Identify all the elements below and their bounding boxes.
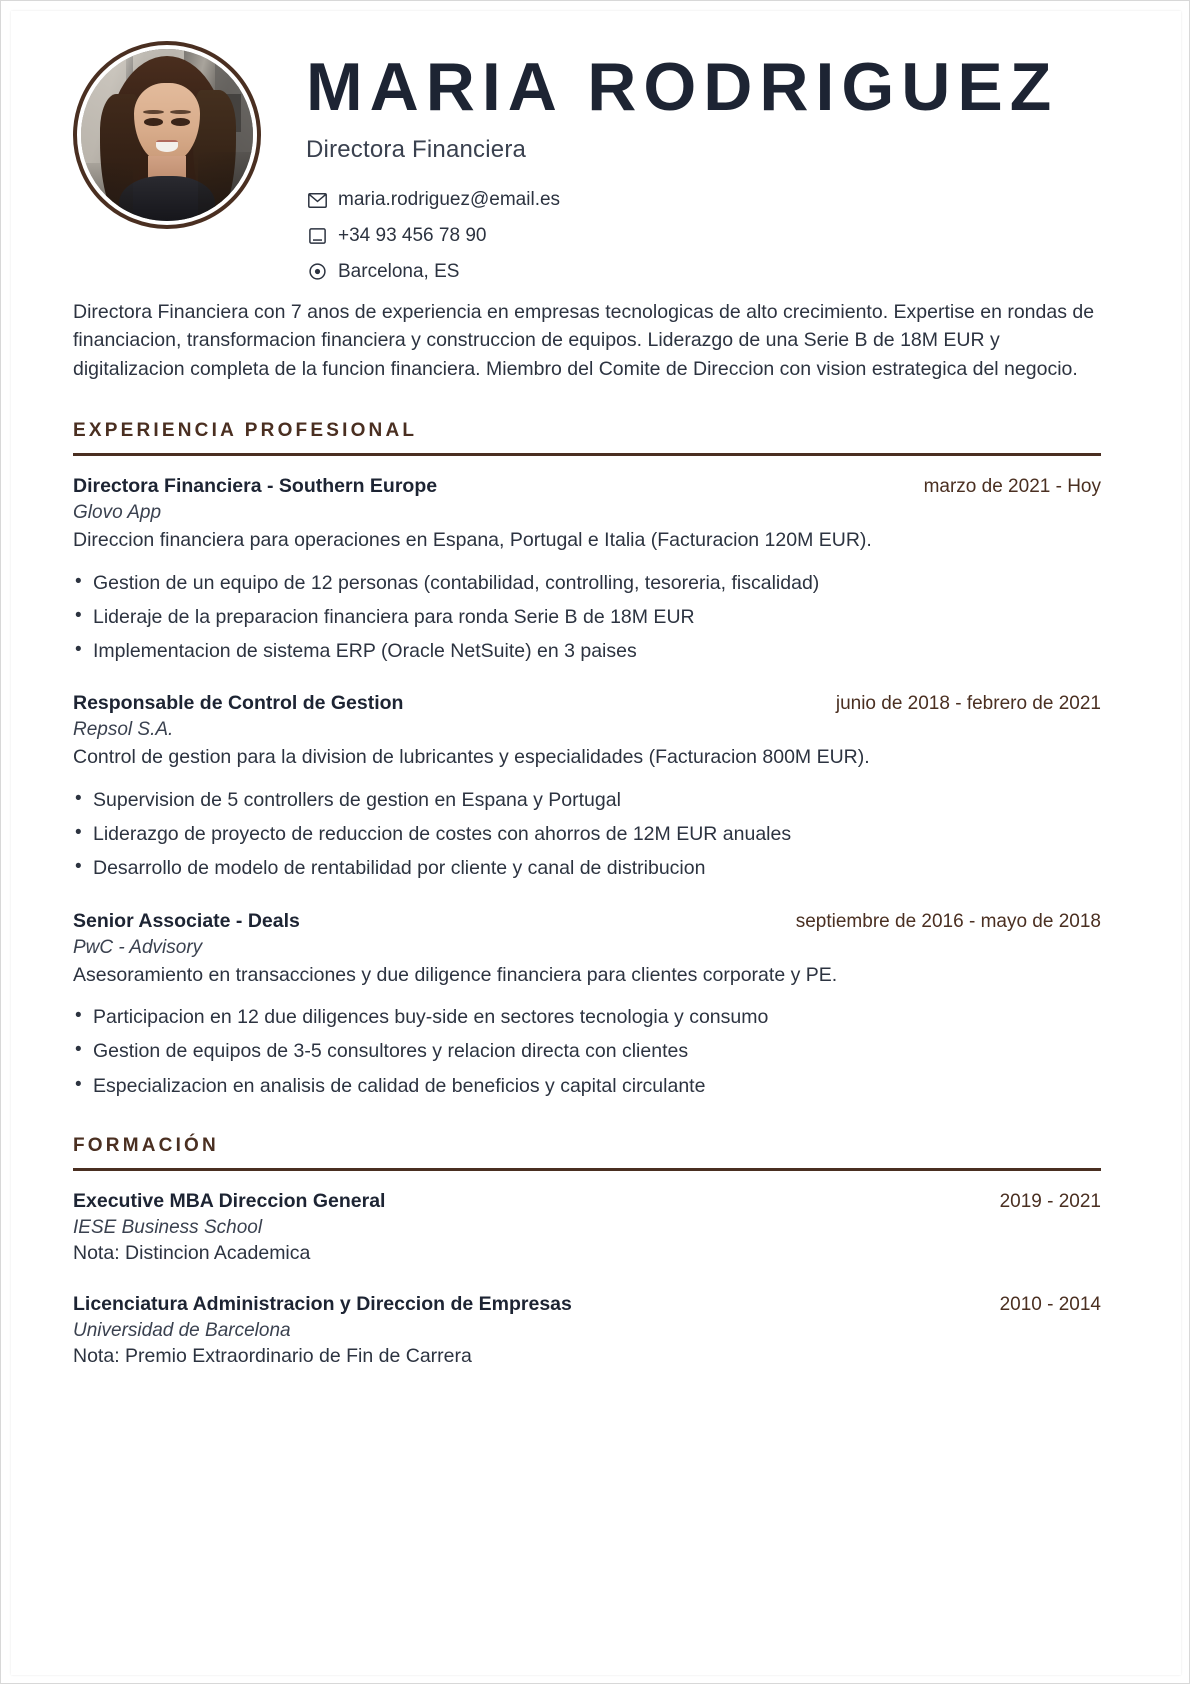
location-pin-icon [306, 263, 328, 281]
experience-description: Control de gestion para la division de lubricantes y especialidades (Facturacion 800M EUR). [73, 746, 870, 769]
experience-entry [73, 475, 1101, 664]
list-item: • Lideraje de la preparacion financiera para ronda Serie B de 18M EUR [73, 604, 1101, 630]
profile-photo-icon [81, 49, 253, 221]
experience-bullets [73, 570, 1101, 665]
list-item: • Liderazgo de proyecto de reduccion de costes con ahorros de 12M EUR anuales [73, 821, 1101, 847]
education-entry [73, 1293, 1101, 1368]
header-text-block [261, 33, 1101, 296]
resume-content [73, 33, 1101, 1368]
envelope-icon [306, 191, 328, 209]
list-item: • Gestion de equipos de 3-5 consultores y relacion directa con clientes [73, 1038, 1101, 1064]
list-item: • Participacion en 12 due diligences buy-side en sectores tecnologia y consumo [73, 1004, 1101, 1030]
experience-description: Asesoramiento en transacciones y due diligence financiera para clientes corporate y PE. [73, 963, 838, 986]
job-title: Directora Financiera [306, 136, 527, 164]
experience-bullets [73, 787, 1101, 882]
education-school: IESE Business School [73, 1216, 263, 1238]
education-dates: 2019 - 2021 [999, 1190, 1101, 1212]
profile-summary: Directora Financiera con 7 anos de experiencia en empresas tecnologicas de alto crecimiento. Expertise en rondas de financiacion, transformacion financiera y construccion de equipos. Liderazgo de una Serie B de 18M EUR y digitalizacion completa de la funcion financiera. Miembro del Comite de Direccion con vision estrategica del negocio. [73, 300, 1095, 381]
experience-bullets [73, 1004, 1101, 1099]
experience-company: PwC - Advisory [73, 936, 203, 958]
experience-company: Glovo App [73, 502, 162, 524]
entry-header [73, 910, 1101, 933]
experience-entry [73, 692, 1101, 881]
section-title-education: FORMACIÓN [73, 1134, 219, 1156]
list-item: • Especializacion en analisis de calidad de beneficios y capital circulante [73, 1073, 1101, 1099]
education-note: Nota: Premio Extraordinario de Fin de Carrera [73, 1344, 472, 1367]
entry-header [73, 475, 1101, 498]
contact-location-value: Barcelona, ES [338, 260, 460, 282]
experience-entry [73, 910, 1101, 1099]
list-item: • Implementacion de sistema ERP (Oracle NetSuite) en 3 paises [73, 638, 1101, 664]
contact-email[interactable] [306, 188, 1101, 212]
experience-dates: marzo de 2021 - Hoy [923, 476, 1101, 498]
experience-company: Repsol S.A. [73, 719, 174, 741]
education-note: Nota: Distincion Academica [73, 1241, 311, 1264]
education-dates: 2010 - 2014 [999, 1293, 1101, 1315]
section-divider [73, 1168, 1101, 1171]
section-title-experience: EXPERIENCIA PROFESIONAL [73, 420, 418, 442]
list-item: • Supervision de 5 controllers de gestion en Espana y Portugal [73, 787, 1101, 813]
avatar [73, 41, 261, 229]
page-title: MARIA RODRIGUEZ [306, 49, 1059, 125]
education-entry [73, 1190, 1101, 1265]
experience-dates: junio de 2018 - febrero de 2021 [835, 693, 1101, 715]
contact-phone[interactable] [306, 224, 1101, 248]
education-degree: Licenciatura Administracion y Direccion de Empresas [73, 1292, 572, 1315]
section-education [73, 1135, 1101, 1368]
list-item: • Gestion de un equipo de 12 personas (contabilidad, controlling, tesoreria, fiscalidad) [73, 570, 1101, 596]
contact-phone-value: +34 93 456 78 90 [338, 225, 487, 247]
list-item: • Desarrollo de modelo de rentabilidad por cliente y canal de distribucion [73, 855, 1101, 881]
contact-location[interactable] [306, 260, 1101, 284]
experience-role: Senior Associate - Deals [73, 909, 300, 932]
contact-email-value: maria.rodriguez@email.es [338, 189, 561, 211]
entry-header [73, 692, 1101, 715]
resume-sheet [11, 11, 1181, 1675]
experience-role: Responsable de Control de Gestion [73, 692, 404, 715]
resume-header [73, 33, 1101, 296]
entry-header [73, 1190, 1101, 1213]
contact-list [306, 188, 1101, 283]
entry-header [73, 1293, 1101, 1316]
experience-dates: septiembre de 2016 - mayo de 2018 [795, 910, 1101, 932]
experience-description: Direccion financiera para operaciones en Espana, Portugal e Italia (Facturacion 120M EUR). [73, 529, 872, 552]
education-degree: Executive MBA Direccion General [73, 1189, 386, 1212]
section-divider [73, 453, 1101, 456]
section-experience [73, 420, 1101, 1099]
phone-icon [306, 227, 328, 245]
education-school: Universidad de Barcelona [73, 1319, 291, 1341]
experience-role: Directora Financiera - Southern Europe [73, 475, 438, 498]
